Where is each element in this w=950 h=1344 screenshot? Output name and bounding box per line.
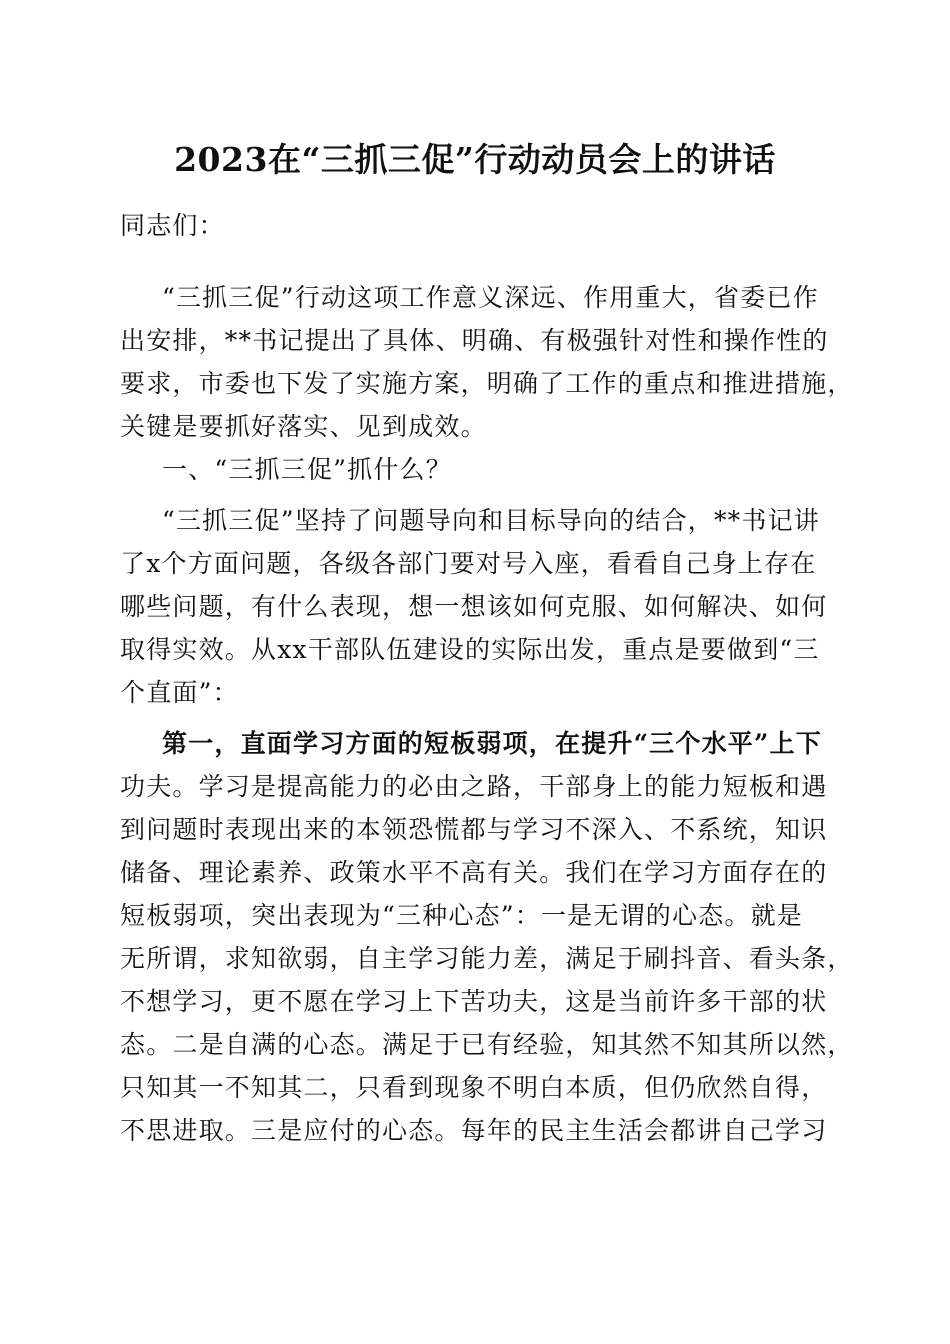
paragraph-line: 个直面”： (120, 678, 239, 707)
paragraph-line: 态。二是自满的心态。满足于已有经验，知其然不知其所以然， (120, 1030, 854, 1059)
paragraph-line: 无所谓，求知欲弱，自主学习能力差，满足于刷抖音、看头条， (120, 944, 854, 973)
paragraph-line: 到问题时表现出来的本领恐慌都与学习不深入、不系统，知识 (120, 815, 828, 844)
paragraph-line: 只知其一不知其二，只看到现象不明白本质，但仍欣然自得， (120, 1073, 828, 1102)
paragraph-line: 出安排，**书记提出了具体、明确、有极强针对性和操作性的 (120, 326, 829, 355)
paragraph-line: 关键是要抓好落实、见到成效。 (120, 412, 487, 441)
paragraph-line: 了x个方面问题，各级各部门要对号入座，看看自己身上存在 (120, 549, 817, 578)
paragraph-line: “三抓三促”行动这项工作意义深远、作用重大，省委已作 (162, 283, 819, 312)
document-title: 2023在“三抓三促”行动动员会上的讲话 (174, 140, 776, 179)
paragraph-line: 储备、理论素养、政策水平不高有关。我们在学习方面存在的 (120, 858, 828, 887)
paragraph-line: 不思进取。三是应付的心态。每年的民主生活会都讲自己学习 (120, 1116, 828, 1145)
paragraph-line: 短板弱项，突出表现为“三种心态”：一是无谓的心态。就是 (120, 901, 803, 930)
salutation: 同志们： (120, 211, 225, 240)
section-heading: 一、“三抓三促”抓什么？ (162, 455, 452, 484)
paragraph-line: “三抓三促”坚持了问题导向和目标导向的结合，**书记讲 (162, 506, 820, 535)
paragraph-line: 要求，市委也下发了实施方案，明确了工作的重点和推进措施， (120, 369, 854, 398)
paragraph-line: 不想学习，更不愿在学习上下苦功夫，这是当前许多干部的状 (120, 987, 828, 1016)
paragraph-line: 哪些问题，有什么表现，想一想该如何克服、如何解决、如何 (120, 592, 828, 621)
subsection-heading: 第一，直面学习方面的短板弱项，在提升“三个水平”上下 (162, 729, 822, 758)
paragraph-line: 取得实效。从xx干部队伍建设的实际出发，重点是要做到“三 (120, 635, 820, 664)
paragraph-line: 功夫。学习是提高能力的必由之路，干部身上的能力短板和遇 (120, 772, 828, 801)
